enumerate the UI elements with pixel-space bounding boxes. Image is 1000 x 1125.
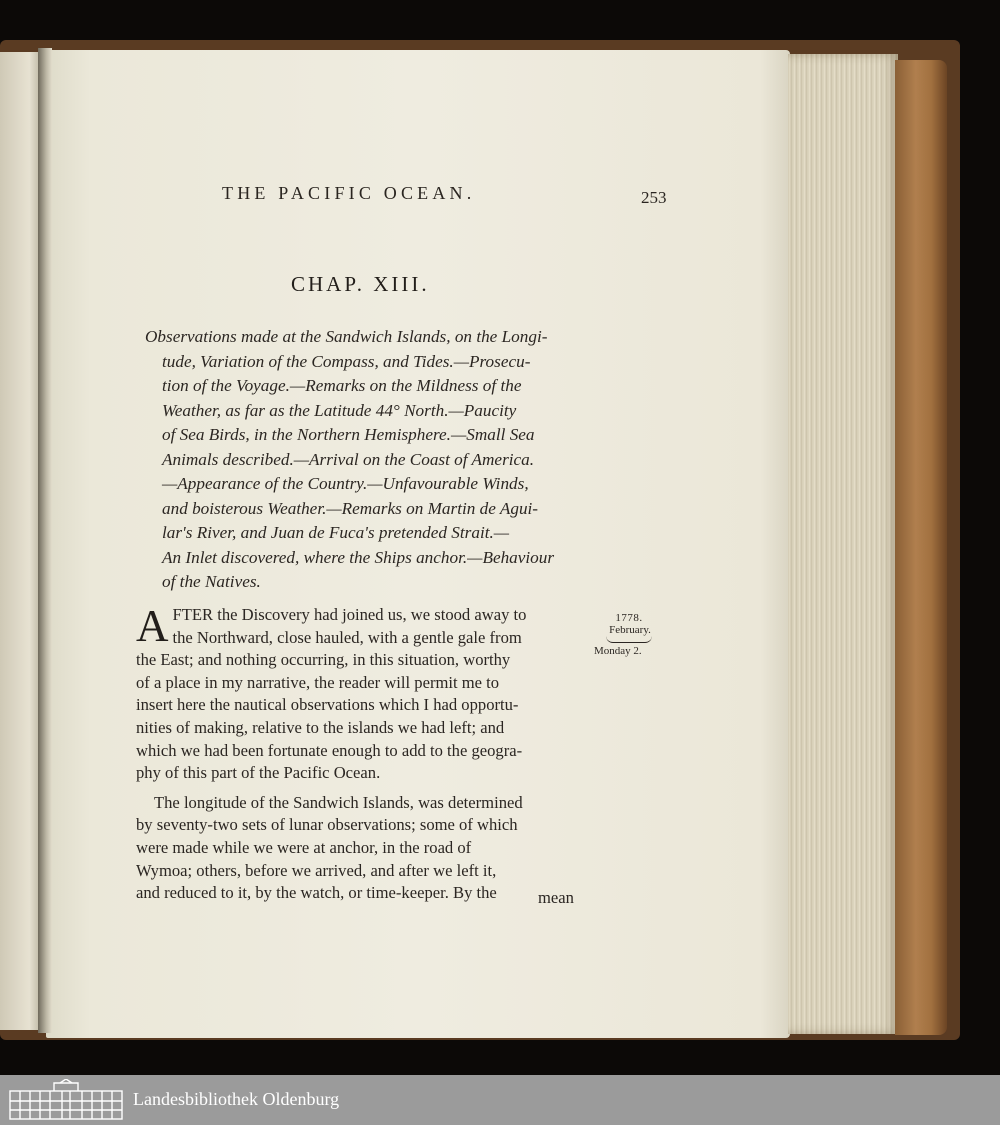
text-line: insert here the nautical observations which I had opportu-	[136, 695, 519, 715]
text-line: nities of making, relative to the islands we had left; and	[136, 717, 505, 737]
paragraph-2	[136, 792, 586, 905]
summary-line: of the Natives.	[162, 572, 261, 591]
library-name: Landesbibliothek Oldenburg	[133, 1089, 340, 1109]
margin-note-month: February.	[609, 624, 651, 636]
library-building-logo-icon	[8, 1079, 124, 1121]
margin-note-brace	[606, 636, 652, 643]
text-line: by seventy-two sets of lunar observations; some of which	[136, 815, 518, 835]
catchword: mean	[538, 888, 574, 907]
text-line: the East; and nothing occurring, in this situation, worthy	[136, 650, 511, 670]
page-number: 253	[641, 188, 667, 207]
body-text	[136, 601, 586, 905]
text-line: The longitude of the Sandwich Islands, was determined	[154, 792, 523, 812]
chapter-title: CHAP. XIII.	[291, 272, 430, 296]
leather-binding	[895, 60, 947, 1035]
summary-line: Observations made at the Sandwich Islands, on the Longi-	[145, 327, 548, 346]
footer-bar	[0, 1075, 1000, 1125]
text-line: which we had been fortunate enough to add to the geogra-	[136, 740, 523, 760]
summary-line: tude, Variation of the Compass, and Tides.—Prosecu-	[162, 351, 531, 371]
text-line: were made while we were at anchor, in the road of	[136, 837, 472, 857]
book-gutter	[38, 48, 52, 1033]
left-page-edge	[0, 52, 42, 1030]
summary-line: tion of the Voyage.—Remarks on the Mildness of the	[162, 376, 522, 395]
margin-note-year: 1778.	[615, 612, 643, 624]
page-block-edges	[788, 54, 898, 1034]
summary-line: lar's River, and Juan de Fuca's pretended Strait.—	[162, 523, 510, 542]
summary-line: —Appearance of the Country.—Unfavourable Winds,	[162, 474, 529, 493]
summary-line: An Inlet discovered, where the Ships anchor.—Behaviour	[162, 547, 555, 567]
summary-line: of Sea Birds, in the Northern Hemisphere.—Small Sea	[162, 425, 535, 444]
summary-line: Animals described.—Arrival on the Coast of America.	[162, 449, 535, 469]
text-line: and reduced to it, by the watch, or time-keeper. By the	[136, 883, 497, 903]
summary-line: and boisterous Weather.—Remarks on Martin de Agui-	[162, 498, 539, 518]
paragraph-1	[136, 601, 586, 785]
running-head: THE PACIFIC OCEAN.	[222, 183, 476, 203]
summary-line: Weather, as far as the Latitude 44° North.—Paucity	[162, 400, 517, 420]
margin-note	[592, 612, 656, 657]
text-line: Wymoa; others, before we arrived, and after we left it,	[136, 860, 497, 880]
text-line: FTER the Discovery had joined us, we stood away to	[172, 605, 527, 624]
chapter-summary	[145, 325, 593, 595]
drop-cap: A	[136, 601, 169, 651]
text-line: of a place in my narrative, the reader will permit me to	[136, 672, 500, 692]
text-line: the Northward, close hauled, with a gentle gale from	[172, 627, 522, 647]
text-line: phy of this part of the Pacific Ocean.	[136, 763, 381, 783]
margin-note-day: Monday 2.	[594, 645, 642, 657]
